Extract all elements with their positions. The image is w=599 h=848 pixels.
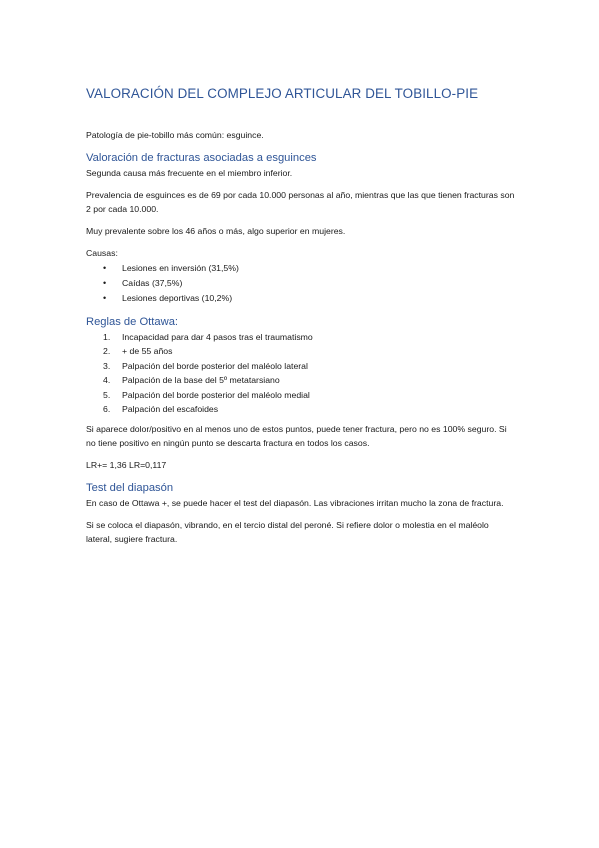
list-number: 3. (103, 360, 111, 371)
list-item-text: Palpación del borde posterior del maléolo lateral (122, 360, 308, 371)
list-number: 2. (103, 346, 111, 357)
bullet-icon: • (103, 278, 107, 288)
ottawa-rules-list (86, 330, 516, 416)
paragraph-ottawa-interpretacion: Si aparece dolor/positivo en al menos uno de estos puntos, puede tener fractura, pero no es 100% seguro. Si no tiene positivo en ningún punto se descarta fractura en todos los casos. (86, 424, 507, 449)
bullet-icon: • (103, 263, 107, 273)
list-item-text: Lesiones deportivas (10,2%) (122, 293, 233, 303)
list-number: 6. (103, 404, 111, 415)
list-item-text: Lesiones en inversión (31,5%) (122, 263, 239, 273)
list-item (86, 291, 516, 306)
paragraph-likelihood-ratios: LR+= 1,36 LR=0,117 (86, 460, 167, 471)
list-item (86, 276, 516, 291)
intro-paragraph: Patología de pie-tobillo más común: esguince. (86, 130, 264, 140)
section-heading-diapason: Test del diapasón (86, 482, 174, 495)
list-item-text: + de 55 años (122, 346, 173, 357)
causes-label: Causas: (86, 248, 118, 258)
list-item (86, 261, 516, 276)
list-item-text: Palpación de la base del 5º metatarsiano (122, 375, 280, 386)
causes-list (86, 261, 516, 306)
section-heading-ottawa: Reglas de Ottawa: (86, 316, 179, 328)
list-item-text: Palpación del borde posterior del maléolo medial (122, 389, 310, 400)
list-item (86, 344, 516, 358)
paragraph-segunda-causa: Segunda causa más frecuente en el miembro inferior. (86, 168, 293, 178)
list-item (86, 402, 516, 416)
section-heading-fracturas: Valoración de fracturas asociadas a esguinces (86, 152, 317, 164)
list-number: 5. (103, 389, 111, 400)
list-number: 1. (103, 332, 111, 342)
list-item-text: Palpación del escafoides (122, 404, 219, 415)
paragraph-diapason-uso: En caso de Ottawa +, se puede hacer el test del diapasón. Las vibraciones irritan mucho la zona de fractura. (86, 498, 504, 509)
list-item (86, 359, 516, 373)
paragraph-prevalente-edad: Muy prevalente sobre los 46 años o más, algo superior en mujeres. (86, 226, 346, 236)
list-item (86, 388, 516, 402)
list-item-text: Incapacidad para dar 4 pasos tras el traumatismo (122, 332, 313, 342)
list-item (86, 330, 516, 344)
bullet-icon: • (103, 293, 107, 303)
list-item-text: Caídas (37,5%) (122, 278, 183, 288)
list-item (86, 373, 516, 387)
document-title: VALORACIÓN DEL COMPLEJO ARTICULAR DEL TOBILLO-PIE (86, 86, 479, 101)
paragraph-prevalencia: Prevalencia de esguinces es de 69 por cada 10.000 personas al año, mientras que las que tienen fracturas son 2 por cada 10.000. (86, 190, 515, 214)
list-number: 4. (103, 375, 111, 386)
document-body (86, 128, 516, 554)
paragraph-diapason-procedimiento: Si se coloca el diapasón, vibrando, en el tercio distal del peroné. Si refiere dolor o molestia en el maléolo lateral, sugiere fractura. (86, 520, 489, 545)
